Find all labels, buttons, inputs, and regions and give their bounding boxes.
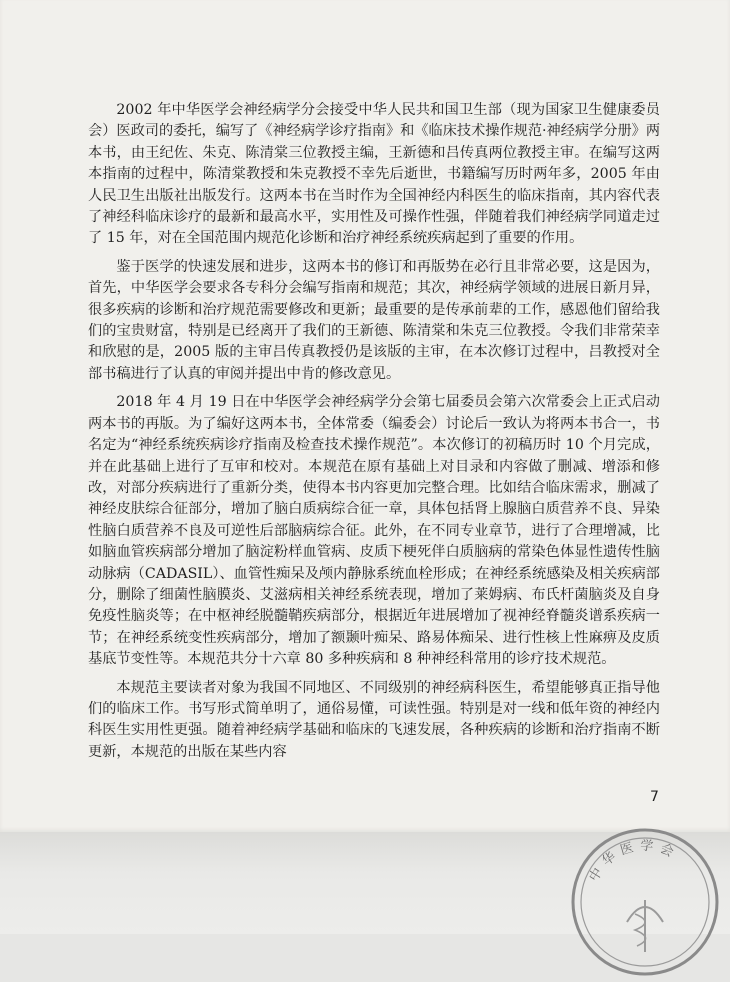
- society-seal-logo: [565, 822, 725, 982]
- page-number: 7: [650, 789, 659, 805]
- body-text: [88, 100, 660, 770]
- paragraph-4: 本规范主要读者对象为我国不同地区、不同级别的神经病科医生，希望能够真正指导他们的临床工作。书写形式简单明了，通俗易懂，可读性强。特别是对一线和低年资的神经内科医生实用性更强。随着神经病学基础和临床的飞速发展，各种疾病的诊断和治疗指南不断更新，本规范的出版在某些内容: [88, 679, 660, 760]
- paragraph-1: 2002 年中华医学会神经病学分会接受中华人民共和国卫生部（现为国家卫生健康委员会）医政司的委托，编写了《神经病学诊疗指南》和《临床技术操作规范·神经病学分册》两本书，由王纪佐、朱克、陈清棠三位教授主编，王新德和吕传真两位教授主审。在编写这两本指南的过程中，陈清棠教授和朱克教授不幸先后逝世，书籍编写历时两年多，2005 年由人民卫生出版社出版发行。这两本书在当时作为全国神经内科医生的临床指南，其内容代表了神经科临床诊疗的最新和最高水平，实用性及可操作性强，伴随着我们神经病学同道走过了 15 年，对在全国范围内规范化诊断和治疗神经系统疾病起到了重要的作用。: [88, 102, 661, 247]
- svg-text:中华医学会: 中华医学会: [586, 838, 682, 885]
- paragraph-3: 2018 年 4 月 19 日在中华医学会神经病学分会第七届委员会第六次常委会上正式启动两本书的再版。为了编好这两本书，全体常委（编委会）讨论后一致认为将两本书合一，书名定为“神经系统疾病诊疗指南及检查技术操作规范”。本次修订的初稿历时 10 个月完成，并在此基础上进行了互审和校对。本规范在原有基础上对目录和内容做了删减、增添和修改，对部分疾病进行了重新分类，使得本书内容更加完整合理。比如结合临床需求，删减了神经皮肤综合征部分，增加了脑白质病综合征一章，具体包括肾上腺脑白质营养不良、异染性脑白质营养不良及可逆性后部脑病综合征。此外，在不同专业章节，进行了合理增减，比如脑血管疾病部分增加了脑淀粉样血管病、皮质下梗死伴白质脑病的常染色体显性遗传性脑动脉病（CADASIL）、血管性痴呆及颅内静脉系统血栓形成；在神经系统感染及相关疾病部分，删除了细菌性脑膜炎、艾滋病相关神经系统表现，增加了莱姆病、布氏杆菌脑炎及自身免疫性脑炎等；在中枢神经脱髓鞘疾病部分，根据近年进展增加了视神经脊髓炎谱系疾病一节；在神经系统变性疾病部分，增加了额颞叶痴呆、路易体痴呆、进行性核上性麻痹及皮质基底节变性等。本规范共分十六章 80 多种疾病和 8 种神经科常用的诊疗技术规范。: [88, 394, 660, 668]
- paragraph-2: 鉴于医学的快速发展和进步，这两本书的修订和再版势在必行且非常必要，这是因为，首先，中华医学会要求各专科分会编写指南和规范；其次，神经病学领域的进展日新月异，很多疾病的诊断和治疗规范需要修改和更新；最重要的是传承前辈的工作，感恩他们留给我们的宝贵财富，特别是已经离开了我们的王新德、陈清棠和朱克三位教授。令我们非常荣幸和欣慰的是，2005 版的主审吕传真教授仍是该版的主审，在本次修订过程中，吕教授对全部书稿进行了认真的审阅并提出中肯的修改意见。: [88, 258, 660, 382]
